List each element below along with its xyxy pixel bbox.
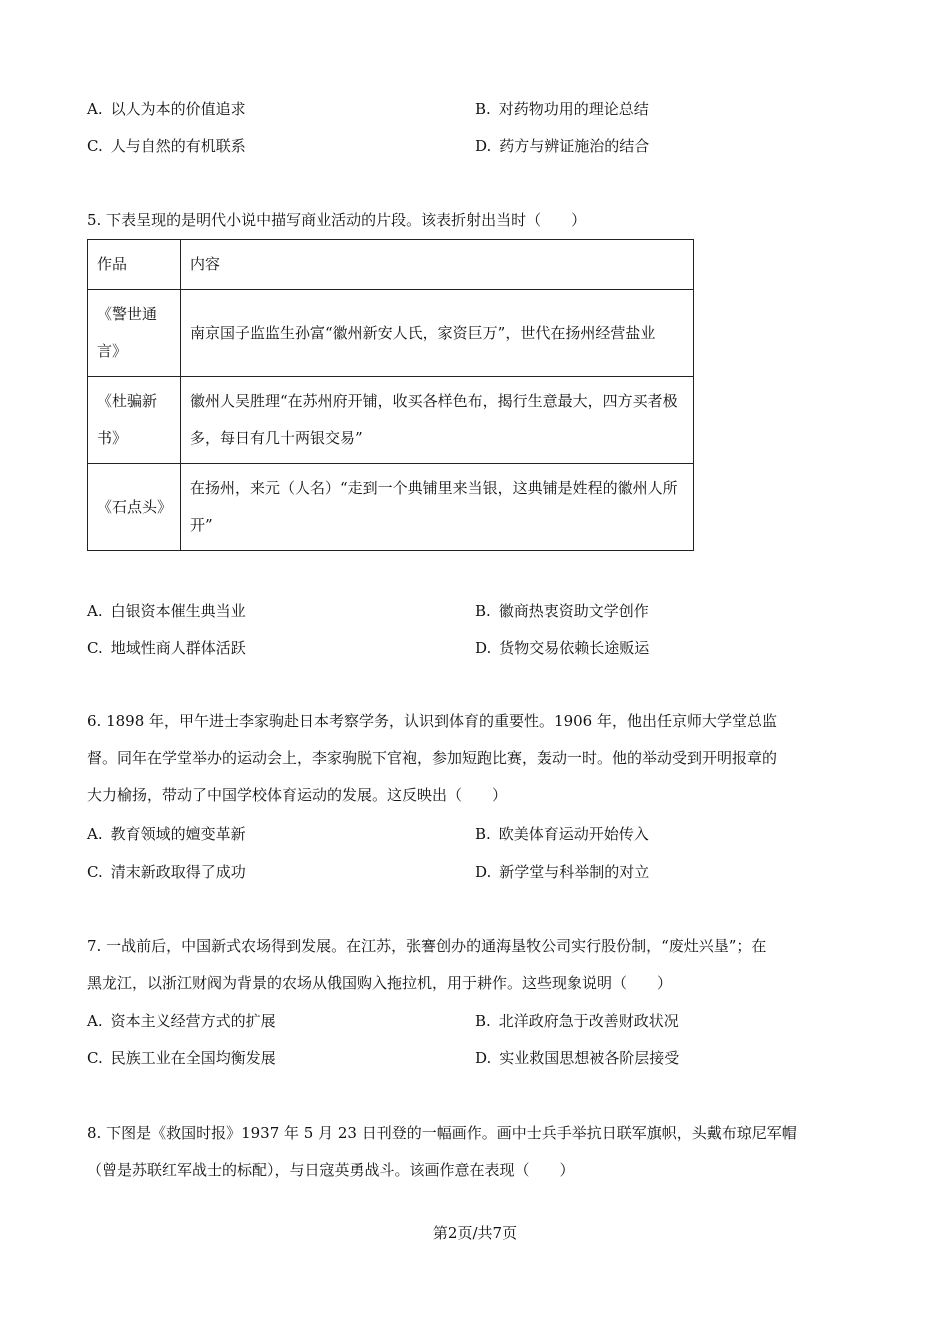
q8-stem-line: （曾是苏联红军战士的标配），与日寇英勇战斗。该画作意在表现（ ） — [87, 1161, 575, 1179]
q6-option-a[interactable]: A. 教育领域的嬗变革新 — [87, 825, 246, 843]
q5-header-work: 作品 — [88, 240, 181, 290]
q5-row-content: 在扬州，来元（人名）“走到一个典铺里来当银，这典铺是姓程的徽州人所开” — [181, 464, 694, 551]
q7-option-d[interactable]: D. 实业救国思想被各阶层接受 — [475, 1049, 680, 1067]
q5-options-row-2 — [87, 636, 867, 660]
table-row — [88, 377, 694, 464]
q5-row-work: 《警世通言》 — [88, 290, 181, 377]
q7-stem-line: 黑龙江，以浙江财阀为背景的农场从俄国购入拖拉机，用于耕作。这些现象说明（ ） — [87, 974, 673, 992]
q4-option-a[interactable]: A. 以人为本的价值追求 — [87, 100, 246, 118]
q5-row-work: 《石点头》 — [88, 464, 181, 551]
table-row — [88, 290, 694, 377]
q6-option-d[interactable]: D. 新学堂与科举制的对立 — [475, 863, 650, 881]
q5-row-content: 南京国子监监生孙富“徽州新安人氏，家资巨万”，世代在扬州经营盐业 — [181, 290, 694, 377]
q7-options-row-1 — [87, 1009, 867, 1033]
q5-table — [87, 239, 694, 551]
q6-stem-line: 6. 1898 年，甲午进士李家驹赴日本考察学务，认识到体育的重要性。1906 年，他出任京师大学堂总监 — [87, 712, 777, 730]
q4-option-c[interactable]: C. 人与自然的有机联系 — [87, 137, 246, 155]
q7-options-row-2 — [87, 1046, 867, 1070]
q6-stem-line: 大力榆扬，带动了中国学校体育运动的发展。这反映出（ ） — [87, 786, 508, 804]
q6-options-row-1 — [87, 822, 867, 846]
q7-option-b[interactable]: B. 北洋政府急于改善财政状况 — [475, 1012, 679, 1030]
q5-header-content: 内容 — [181, 240, 694, 290]
q7-stem-line: 7. 一战前后，中国新式农场得到发展。在江苏，张謇创办的通海垦牧公司实行股份制，“废灶兴垦”；在 — [87, 937, 767, 955]
q7-stem — [87, 928, 865, 1002]
q5-option-a[interactable]: A. 白银资本催生典当业 — [87, 602, 246, 620]
page-number: 第2页/共7页 — [432, 1224, 518, 1242]
q6-stem-line: 督。同年在学堂举办的运动会上，李家驹脱下官袍，参加短跑比赛，轰动一时。他的举动受到开明报章的 — [87, 749, 778, 767]
q8-stem-line: 8. 下图是《救国时报》1937 年 5 月 23 日刊登的一幅画作。画中士兵手举抗日联军旗帜，头戴布琼尼军帽 — [87, 1124, 797, 1142]
q7-option-a[interactable]: A. 资本主义经营方式的扩展 — [87, 1012, 276, 1030]
q5-row-content: 徽州人吴胜理“在苏州府开铺，收买各样色布，揭行生意最大，四方买者极多，每日有几十两银交易” — [181, 377, 694, 464]
q5-option-d[interactable]: D. 货物交易依赖长途贩运 — [475, 639, 650, 657]
q5-stem: 5. 下表呈现的是明代小说中描写商业活动的片段。该表折射出当时（ ） — [87, 211, 587, 229]
q8-stem — [87, 1115, 865, 1189]
q4-options-row-2 — [87, 134, 867, 158]
q5-option-c[interactable]: C. 地域性商人群体活跃 — [87, 639, 246, 657]
q6-option-c[interactable]: C. 清末新政取得了成功 — [87, 863, 246, 881]
q7-option-c[interactable]: C. 民族工业在全国均衡发展 — [87, 1049, 276, 1067]
q5-row-work: 《杜骗新书》 — [88, 377, 181, 464]
q6-options-row-2 — [87, 860, 867, 884]
q4-options-row-1 — [87, 97, 867, 121]
q6-option-b[interactable]: B. 欧美体育运动开始传入 — [475, 825, 649, 843]
q5-option-b[interactable]: B. 徽商热衷资助文学创作 — [475, 602, 649, 620]
q4-option-b[interactable]: B. 对药物功用的理论总结 — [475, 100, 649, 118]
q4-option-d[interactable]: D. 药方与辨证施治的结合 — [475, 137, 650, 155]
q5-options-row-1 — [87, 599, 867, 623]
table-row — [88, 464, 694, 551]
q6-stem — [87, 703, 865, 814]
q5-table-header — [88, 240, 694, 290]
